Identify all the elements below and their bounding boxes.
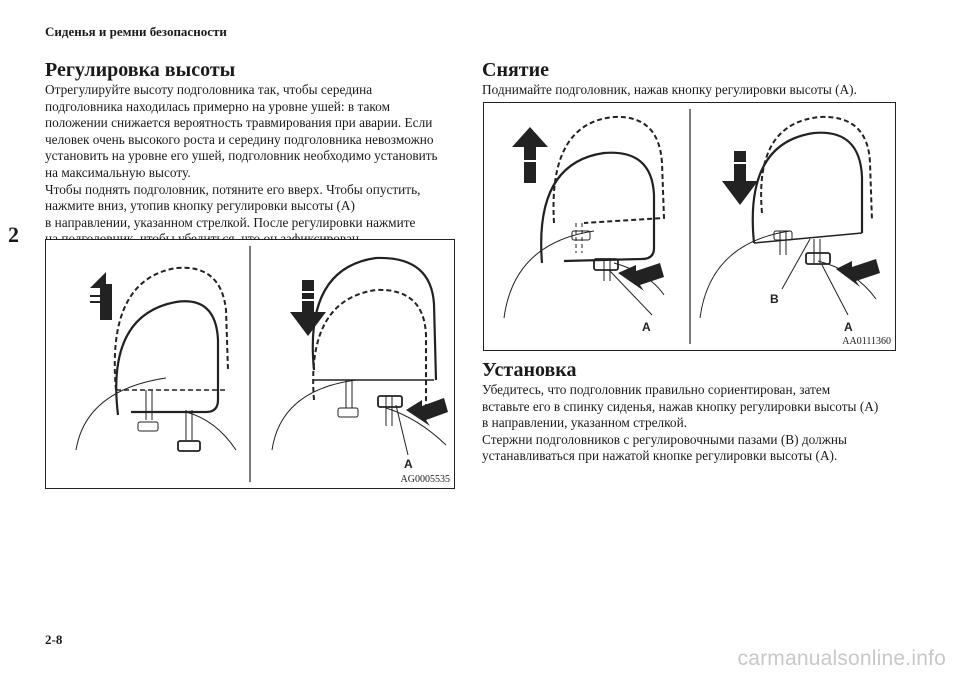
label-a: A [642,320,651,334]
headrest-removal-illustration [484,103,895,350]
removal-heading: Снятие [482,59,550,81]
install-line: устанавливаться при нажатой кнопке регулировки высоты (A). [482,448,838,464]
label-a: A [844,320,853,334]
adjust-line: положении снижается вероятность травмирования при аварии. Если [45,115,433,131]
adjust-line: на максимальную высоту. [45,164,191,180]
header-title: Сиденья и ремни безопасности [45,24,227,39]
up-arrow-icon [512,127,548,183]
install-line: вставьте его в спинку сиденья, нажав кнопку регулировки высоты (A) [482,398,879,414]
down-arrow-icon [290,280,326,336]
chapter-tab: 2 [8,222,19,247]
up-arrow-icon [90,272,112,320]
removal-line: Поднимайте подголовник, нажав кнопку регулировки высоты (A). [482,82,857,97]
figure-height-adjust [45,239,455,489]
page-number: 2-8 [45,632,63,647]
install-line: Убедитесь, что подголовник правильно сориентирован, затем [482,382,831,397]
install-line: в направлении, указанном стрелкой. [482,415,688,431]
adjust-line: человек очень высокого роста и середину подголовника невозможно [45,131,434,147]
figure-code: AG0005535 [400,474,450,485]
adjust-line: установить на уровне его ушей, подголовник необходимо установить [45,148,438,164]
footer-watermark: carmanualsonline.info [737,647,946,670]
install-heading: Установка [482,359,577,381]
down-arrow-icon [722,151,758,205]
adjust-line: подголовника находилась примерно на уровне ушей: в таком [45,98,390,114]
label-a: A [404,457,413,471]
figure-code: AA0111360 [842,336,891,347]
adjust-heading: Регулировка высоты [45,59,236,81]
press-arrow-icon [836,259,880,287]
adjust-line: в направлении, указанном стрелкой. После регулировки нажмите [45,214,416,230]
headrest-adjust-illustration [46,240,454,488]
adjust-line: Чтобы поднять подголовник, потяните его вверх. Чтобы опустить, [45,181,421,197]
adjust-line: Отрегулируйте высоту подголовника так, чтобы середина [45,82,373,97]
adjust-line: нажмите вниз, утопив кнопку регулировки высоты (A) [45,198,355,214]
install-line: Стержни подголовников с регулировочными пазами (B) должны [482,431,847,447]
removal-section [482,58,902,99]
label-b: B [770,292,779,306]
adjust-section [45,58,465,248]
figure-removal-install [483,102,896,351]
press-arrow-icon [406,398,448,426]
install-section [482,358,902,465]
